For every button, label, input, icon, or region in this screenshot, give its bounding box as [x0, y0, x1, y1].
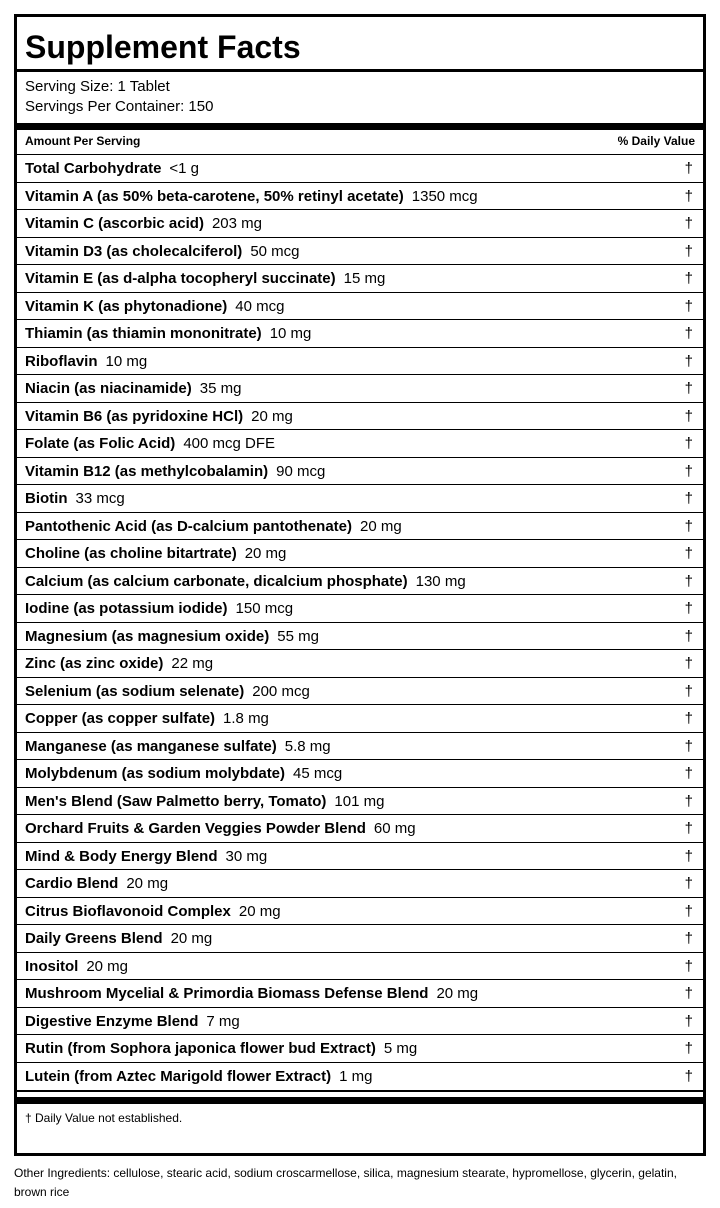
nutrient-amount: 20 mg — [251, 407, 293, 425]
daily-value-dagger: † — [684, 1012, 693, 1030]
nutrient-name: Cardio Blend — [25, 875, 119, 892]
nutrient-row — [17, 374, 703, 402]
nutrient-amount: 15 mg — [343, 270, 386, 287]
daily-value-dagger: † — [684, 462, 693, 480]
daily-value-header: % Daily Value — [617, 134, 695, 148]
nutrient-name: Selenium (as sodium selenate) — [25, 682, 245, 700]
nutrient-row — [17, 402, 703, 430]
nutrient-amount: 101 mg — [334, 792, 385, 810]
nutrient-name: Vitamin D3 (as cholecalciferol) — [25, 242, 243, 260]
nutrient-row — [17, 677, 703, 705]
nutrient-amount: 1350 mcg — [411, 187, 478, 205]
nutrient-row — [17, 842, 703, 870]
nutrient-name: Vitamin E (as d-alpha tocopheryl succinate) — [25, 270, 336, 287]
nutrient-label — [25, 298, 284, 315]
serving-size: Serving Size: 1 Tablet — [25, 78, 170, 95]
nutrient-row — [17, 704, 703, 732]
nutrient-amount: 20 mg — [170, 930, 213, 947]
nutrient-amount: 30 mg — [225, 847, 268, 865]
daily-value-dagger: † — [684, 1067, 693, 1085]
nutrient-row — [17, 484, 703, 512]
nutrient-amount: 5 mg — [383, 1040, 418, 1057]
amount-per-serving-header: Amount Per Serving — [25, 134, 141, 148]
daily-value-dagger: † — [684, 957, 693, 975]
nutrient-amount: 20 mg — [360, 517, 402, 535]
nutrient-row — [17, 457, 703, 485]
nutrient-row — [17, 622, 703, 650]
nutrient-name: Digestive Enzyme Blend — [25, 1012, 199, 1030]
nutrient-label — [25, 628, 319, 645]
nutrient-name: Vitamin B6 (as pyridoxine HCl) — [25, 407, 244, 425]
daily-value-dagger: † — [684, 682, 693, 700]
daily-value-footnote: † Daily Value not established. — [25, 1111, 183, 1125]
nutrient-name: Niacin (as niacinamide) — [25, 380, 192, 397]
daily-value-dagger: † — [684, 627, 693, 645]
nutrient-name: Vitamin A (as 50% beta-carotene, 50% retinyl acetate) — [25, 187, 404, 205]
nutrient-name: Daily Greens Blend — [25, 930, 163, 947]
nutrient-label — [25, 1068, 373, 1085]
nutrient-row — [17, 924, 703, 952]
nutrient-name: Molybdenum (as sodium molybdate) — [25, 765, 286, 782]
supplement-facts-panel — [14, 14, 706, 1156]
nutrient-row — [17, 154, 703, 182]
nutrient-row — [17, 1007, 703, 1035]
nutrient-label — [25, 463, 325, 480]
nutrient-label — [25, 435, 275, 452]
nutrient-amount: 20 mg — [126, 875, 169, 892]
nutrient-amount: 203 mg — [211, 215, 262, 232]
daily-value-dagger: † — [684, 572, 693, 590]
nutrient-label — [25, 655, 213, 672]
nutrient-row — [17, 897, 703, 925]
daily-value-dagger: † — [684, 710, 693, 727]
daily-value-dagger: † — [684, 737, 693, 755]
nutrient-row — [17, 979, 703, 1007]
nutrient-name: Lutein (from Aztec Marigold flower Extract) — [25, 1067, 332, 1085]
daily-value-dagger: † — [684, 435, 693, 452]
nutrient-row — [17, 1034, 703, 1062]
nutrient-amount: 150 mcg — [235, 600, 294, 617]
nutrient-label — [25, 875, 168, 892]
nutrient-row — [17, 429, 703, 457]
nutrient-label — [25, 1040, 417, 1057]
nutrient-label — [25, 545, 286, 562]
daily-value-dagger: † — [684, 600, 693, 617]
nutrient-amount: 50 mcg — [250, 242, 300, 260]
nutrient-amount: <1 g — [169, 160, 200, 177]
nutrient-name: Orchard Fruits & Garden Veggies Powder Blend — [25, 820, 366, 837]
nutrient-row — [17, 347, 703, 375]
nutrient-label — [25, 243, 300, 260]
nutrient-name: Citrus Bioflavonoid Complex — [25, 902, 231, 920]
nutrient-label — [25, 958, 128, 975]
nutrient-amount: 5.8 mg — [284, 737, 331, 755]
nutrient-amount: 20 mg — [244, 545, 287, 562]
other-ingredients: Other Ingredients: cellulose, stearic acid, sodium croscarmellose, silica, magnesium stearate, hypromellose, glycerin, gelatin, brown rice — [14, 1166, 677, 1199]
nutrient-name: Calcium (as calcium carbonate, dicalcium phosphate) — [25, 572, 408, 590]
daily-value-dagger: † — [684, 655, 693, 672]
nutrient-amount: 90 mcg — [276, 462, 326, 480]
daily-value-dagger: † — [684, 215, 693, 232]
daily-value-dagger: † — [684, 792, 693, 810]
nutrient-amount: 10 mg — [105, 352, 148, 370]
daily-value-dagger: † — [684, 902, 693, 920]
nutrient-amount: 20 mg — [436, 985, 479, 1002]
daily-value-dagger: † — [684, 985, 693, 1002]
nutrient-row — [17, 512, 703, 540]
daily-value-dagger: † — [684, 160, 693, 177]
nutrient-label — [25, 930, 212, 947]
nutrient-amount: 20 mg — [86, 957, 129, 975]
nutrient-row — [17, 539, 703, 567]
nutrient-name: Iodine (as potassium iodide) — [25, 600, 228, 617]
nutrient-row — [17, 319, 703, 347]
nutrient-label — [25, 408, 293, 425]
daily-value-dagger: † — [684, 545, 693, 562]
daily-value-dagger: † — [684, 1040, 693, 1057]
nutrient-name: Vitamin K (as phytonadione) — [25, 297, 228, 315]
nutrient-name: Choline (as choline bitartrate) — [25, 545, 237, 562]
daily-value-dagger: † — [684, 490, 693, 507]
nutrient-amount: 400 mcg DFE — [183, 435, 276, 452]
nutrient-name: Rutin (from Sophora japonica flower bud Extract) — [25, 1040, 376, 1057]
nutrient-row — [17, 732, 703, 760]
footer-thick-divider — [17, 1097, 703, 1104]
nutrient-label — [25, 1013, 240, 1030]
nutrient-amount: 20 mg — [238, 902, 281, 920]
nutrient-name: Folate (as Folic Acid) — [25, 435, 176, 452]
nutrient-name: Men's Blend (Saw Palmetto berry, Tomato) — [25, 792, 327, 810]
nutrient-amount: 22 mg — [171, 655, 214, 672]
nutrient-name: Inositol — [25, 957, 79, 975]
nutrient-name: Total Carbohydrate — [25, 160, 162, 177]
nutrient-amount: 45 mcg — [293, 765, 343, 782]
nutrient-label — [25, 215, 262, 232]
nutrient-row — [17, 209, 703, 237]
nutrient-label — [25, 738, 331, 755]
nutrient-amount: 33 mcg — [75, 490, 125, 507]
nutrient-label — [25, 518, 402, 535]
nutrient-label — [25, 380, 241, 397]
daily-value-dagger: † — [684, 297, 693, 315]
nutrient-label — [25, 793, 384, 810]
nutrient-row — [17, 182, 703, 210]
nutrient-label — [25, 353, 147, 370]
nutrient-amount: 1 mg — [339, 1067, 373, 1085]
daily-value-dagger: † — [684, 847, 693, 865]
nutrient-amount: 7 mg — [206, 1012, 240, 1030]
title-divider — [17, 69, 703, 72]
nutrient-row — [17, 292, 703, 320]
nutrient-label — [25, 270, 385, 287]
daily-value-dagger: † — [684, 242, 693, 260]
nutrient-amount: 10 mg — [269, 325, 312, 342]
nutrient-label — [25, 985, 478, 1002]
nutrient-row — [17, 567, 703, 595]
nutrient-row — [17, 594, 703, 622]
daily-value-dagger: † — [684, 930, 693, 947]
nutrient-amount: 35 mg — [199, 380, 242, 397]
nutrient-row — [17, 1062, 703, 1090]
daily-value-dagger: † — [684, 325, 693, 342]
nutrient-label — [25, 600, 293, 617]
nutrient-label — [25, 820, 416, 837]
nutrient-row — [17, 759, 703, 787]
nutrient-label — [25, 325, 311, 342]
nutrient-label — [25, 188, 478, 205]
column-header-row — [17, 130, 703, 154]
nutrient-label — [25, 848, 267, 865]
nutrient-name: Mind & Body Energy Blend — [25, 847, 218, 865]
daily-value-dagger: † — [684, 352, 693, 370]
nutrient-label — [25, 765, 342, 782]
nutrient-row — [17, 869, 703, 897]
daily-value-dagger: † — [684, 820, 693, 837]
nutrient-row — [17, 649, 703, 677]
daily-value-dagger: † — [684, 875, 693, 892]
daily-value-dagger: † — [684, 270, 693, 287]
daily-value-dagger: † — [684, 407, 693, 425]
nutrient-row — [17, 237, 703, 265]
nutrient-amount: 200 mcg — [252, 682, 310, 700]
nutrient-row — [17, 814, 703, 842]
nutrient-name: Vitamin B12 (as methylcobalamin) — [25, 462, 269, 480]
header-thick-divider — [17, 123, 703, 130]
nutrient-amount: 40 mcg — [235, 297, 285, 315]
nutrient-amount: 60 mg — [373, 820, 416, 837]
nutrient-name: Copper (as copper sulfate) — [25, 710, 216, 727]
nutrient-label — [25, 903, 281, 920]
nutrient-name: Thiamin (as thiamin mononitrate) — [25, 325, 262, 342]
rows-bottom-divider — [17, 1090, 703, 1092]
nutrient-name: Pantothenic Acid (as D-calcium pantothenate) — [25, 517, 352, 535]
nutrient-label — [25, 710, 269, 727]
nutrient-amount: 130 mg — [415, 572, 466, 590]
nutrient-name: Magnesium (as magnesium oxide) — [25, 627, 270, 645]
nutrient-row — [17, 264, 703, 292]
daily-value-dagger: † — [684, 380, 693, 397]
nutrient-amount: 1.8 mg — [223, 710, 269, 727]
panel-title: Supplement Facts — [25, 29, 301, 65]
nutrient-name: Zinc (as zinc oxide) — [25, 655, 164, 672]
daily-value-dagger: † — [684, 517, 693, 535]
nutrient-label — [25, 573, 466, 590]
nutrient-name: Mushroom Mycelial & Primordia Biomass Defense Blend — [25, 985, 429, 1002]
nutrient-name: Biotin — [25, 490, 68, 507]
nutrient-row — [17, 952, 703, 980]
nutrient-label — [25, 490, 125, 507]
nutrient-name: Riboflavin — [25, 352, 98, 370]
nutrient-label — [25, 160, 199, 177]
daily-value-dagger: † — [684, 187, 693, 205]
nutrient-row — [17, 787, 703, 815]
daily-value-dagger: † — [684, 765, 693, 782]
nutrient-name: Vitamin C (ascorbic acid) — [25, 215, 204, 232]
nutrient-amount: 55 mg — [277, 627, 319, 645]
nutrient-name: Manganese (as manganese sulfate) — [25, 737, 277, 755]
servings-per-container: Servings Per Container: 150 — [25, 98, 214, 115]
nutrient-label — [25, 683, 310, 700]
